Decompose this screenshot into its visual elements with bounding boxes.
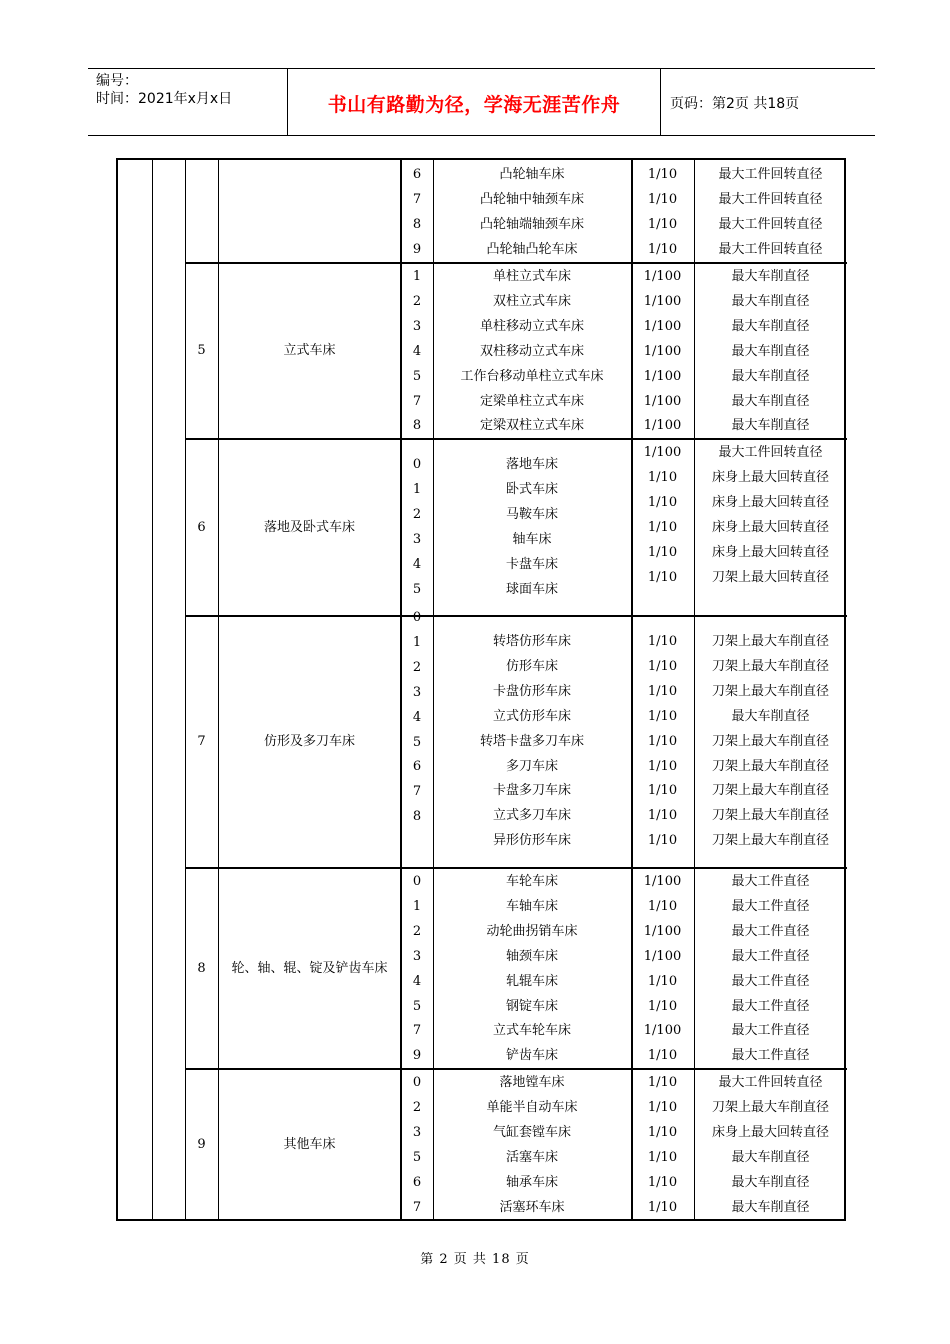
- main-parameter: 最大车削直径: [731, 708, 810, 724]
- reduction-ratio: 1/10: [647, 1174, 678, 1190]
- reduction-ratio: 1/10: [647, 1048, 678, 1064]
- group-code: 6: [197, 519, 206, 535]
- reduction-ratio: 1/10: [647, 519, 678, 535]
- reduction-ratio: 1/10: [647, 898, 678, 914]
- item-name: 卡盘多刀车床: [492, 783, 571, 799]
- reduction-ratio: 1/10: [647, 758, 678, 774]
- main-parameter: 最大车削直径: [731, 1174, 810, 1190]
- item-name: 卡盘仿形车床: [492, 683, 571, 699]
- item-name: 车轮车床: [505, 874, 558, 889]
- item-number: 0: [412, 610, 422, 625]
- main-parameter: 最大工件直径: [731, 1023, 810, 1039]
- reduction-ratio: 1/10: [647, 683, 678, 699]
- item-name: 仿形车床: [505, 658, 558, 674]
- group-code: 8: [197, 960, 206, 976]
- main-parameter: 最大车削直径: [731, 368, 810, 384]
- item-number: 4: [412, 556, 422, 572]
- main-parameter: 最大车削直径: [731, 343, 810, 359]
- group-code: 7: [197, 734, 206, 749]
- reduction-ratio: 1/100: [643, 343, 682, 359]
- main-parameter: 刀架上最大车削直径: [711, 733, 829, 749]
- main-parameter: 最大车削直径: [731, 393, 810, 409]
- reduction-ratio: 1/10: [647, 973, 678, 989]
- item-name: 工作台移动单柱立式车床: [460, 368, 604, 384]
- main-parameter: 刀架上最大车削直径: [711, 1099, 829, 1115]
- item-number: 7: [412, 191, 422, 207]
- item-name: 凸轮轴凸轮车床: [486, 241, 578, 257]
- group-code: 5: [197, 343, 206, 358]
- header-bottom-rule: [88, 135, 875, 136]
- time-label: 时间：2021年x月x日: [96, 91, 233, 107]
- item-name: 立式多刀车床: [492, 808, 571, 824]
- main-parameter: 最大工件直径: [731, 923, 810, 939]
- main-parameter: 最大工件直径: [731, 1048, 810, 1064]
- group-name: 轮、轴、辊、锭及铲齿车床: [231, 960, 388, 976]
- reduction-ratio: 1/100: [643, 1023, 682, 1039]
- item-number: 3: [412, 531, 422, 547]
- item-number: 7: [412, 1199, 422, 1215]
- main-parameter: 刀架上最大车削直径: [711, 658, 829, 674]
- reduction-ratio: 1/10: [647, 733, 678, 749]
- main-parameter: 床身上最大回转直径: [711, 469, 829, 485]
- item-number: 5: [412, 1149, 422, 1165]
- item-number: 7: [412, 784, 422, 800]
- reduction-ratio: 1/10: [647, 569, 678, 585]
- column-rule: [218, 160, 219, 1219]
- item-name: 气缸套镗车床: [492, 1124, 571, 1140]
- item-number: 0: [412, 874, 422, 889]
- item-name: 双柱立式车床: [492, 293, 571, 309]
- item-number: 9: [412, 1048, 422, 1064]
- main-parameter: 最大工件回转直径: [718, 241, 823, 257]
- item-name: 车轴车床: [505, 898, 558, 914]
- main-parameter: 最大工件直径: [731, 998, 810, 1014]
- item-number: 0: [412, 457, 422, 472]
- reduction-ratio: 1/10: [647, 167, 678, 182]
- main-parameter: 刀架上最大车削直径: [711, 634, 829, 649]
- main-parameter: 床身上最大回转直径: [711, 1124, 829, 1140]
- main-parameter: 床身上最大回转直径: [711, 519, 829, 535]
- item-name: 轴车床: [512, 531, 552, 547]
- item-number: 7: [412, 393, 422, 409]
- main-parameter: 最大车削直径: [731, 418, 810, 434]
- reduction-ratio: 1/100: [643, 874, 682, 889]
- main-parameter: 最大工件直径: [731, 948, 810, 964]
- item-number: 4: [412, 973, 422, 989]
- item-number: 2: [412, 659, 422, 675]
- reduction-ratio: 1/100: [643, 368, 682, 384]
- main-parameter: 床身上最大回转直径: [711, 494, 829, 510]
- item-number: 3: [412, 318, 422, 334]
- item-name: 落地镗车床: [499, 1075, 565, 1090]
- item-name: 立式仿形车床: [492, 708, 571, 724]
- item-name: 轴承车床: [505, 1174, 558, 1190]
- group-separator: [185, 438, 847, 440]
- item-name: 单柱移动立式车床: [479, 318, 584, 334]
- main-parameter: 最大工件直径: [731, 973, 810, 989]
- main-parameter: 最大工件回转直径: [718, 1075, 823, 1090]
- main-parameter: 刀架上最大车削直径: [711, 808, 829, 824]
- reduction-ratio: 1/10: [647, 1075, 678, 1090]
- reduction-ratio: 1/100: [643, 269, 682, 284]
- item-name: 凸轮轴中轴颈车床: [479, 191, 584, 207]
- reduction-ratio: 1/100: [643, 318, 682, 334]
- reduction-ratio: 1/10: [647, 544, 678, 560]
- main-parameter: 最大工件直径: [731, 898, 810, 914]
- header-page-label: 页码：第2页 共18页: [670, 96, 800, 112]
- reduction-ratio: 1/100: [643, 948, 682, 964]
- main-parameter: 最大工件直径: [731, 874, 810, 889]
- item-number: 2: [412, 506, 422, 522]
- header-divider-right: [660, 68, 661, 136]
- lathe-classification-table: [116, 158, 846, 1221]
- reduction-ratio: 1/100: [643, 923, 682, 939]
- group-name: 立式车床: [283, 343, 336, 358]
- reduction-ratio: 1/10: [647, 494, 678, 510]
- item-number: 2: [412, 293, 422, 309]
- reduction-ratio: 1/10: [647, 1099, 678, 1115]
- item-number: 3: [412, 1124, 422, 1140]
- group-separator: [185, 1068, 847, 1070]
- group-separator: [185, 262, 847, 264]
- page-footer: 第 2 页 共 18 页: [420, 1252, 530, 1267]
- reduction-ratio: 1/10: [647, 998, 678, 1014]
- item-name: 定梁双柱立式车床: [479, 418, 584, 434]
- reduction-ratio: 1/10: [647, 1124, 678, 1140]
- item-number: 6: [412, 759, 422, 775]
- item-name: 单柱立式车床: [492, 269, 571, 284]
- reduction-ratio: 1/10: [647, 708, 678, 724]
- group-separator: [185, 615, 847, 617]
- main-parameter: 刀架上最大回转直径: [711, 569, 829, 585]
- main-parameter: 最大工件回转直径: [718, 167, 823, 182]
- item-number: 1: [412, 269, 422, 284]
- reduction-ratio: 1/100: [643, 393, 682, 409]
- header-motto: 书山有路勤为径，学海无涯苦作舟: [327, 94, 621, 116]
- item-number: 0: [412, 1075, 422, 1090]
- item-name: 轧辊车床: [505, 973, 558, 989]
- item-name: 轴颈车床: [505, 948, 558, 964]
- group-code: 9: [197, 1137, 206, 1152]
- item-name: 卧式车床: [505, 481, 558, 497]
- main-parameter: 刀架上最大车削直径: [711, 783, 829, 799]
- group-separator: [185, 867, 847, 869]
- header-meta: [96, 72, 232, 108]
- group-name: 落地及卧式车床: [263, 519, 355, 535]
- main-parameter: 最大车削直径: [731, 318, 810, 334]
- item-number: 5: [412, 368, 422, 384]
- item-number: 5: [412, 998, 422, 1014]
- reduction-ratio: 1/10: [647, 634, 678, 649]
- reduction-ratio: 1/10: [647, 808, 678, 824]
- main-parameter: 最大车削直径: [731, 1199, 810, 1215]
- item-number: 6: [412, 167, 422, 182]
- item-number: 4: [412, 709, 422, 725]
- reduction-ratio: 1/10: [647, 1199, 678, 1215]
- item-number: 1: [412, 898, 422, 914]
- reduction-ratio: 1/10: [647, 216, 678, 232]
- reduction-ratio: 1/10: [647, 1149, 678, 1165]
- main-parameter: 最大工件回转直径: [718, 445, 823, 460]
- item-name: 凸轮轴车床: [499, 167, 565, 182]
- reduction-ratio: 1/10: [647, 783, 678, 799]
- item-number: 6: [412, 1174, 422, 1190]
- reduction-ratio: 1/10: [647, 191, 678, 207]
- item-number: 5: [412, 734, 422, 750]
- main-parameter: 刀架上最大车削直径: [711, 758, 829, 774]
- item-name: 球面车床: [505, 581, 558, 597]
- header-top-rule: [88, 68, 875, 69]
- reduction-ratio: 1/10: [647, 469, 678, 485]
- main-parameter: 床身上最大回转直径: [711, 544, 829, 560]
- item-name: 铲齿车床: [505, 1048, 558, 1064]
- main-parameter: 刀架上最大车削直径: [711, 683, 829, 699]
- item-number: 2: [412, 923, 422, 939]
- reduction-ratio: 1/10: [647, 833, 678, 849]
- item-number: 3: [412, 684, 422, 700]
- item-name: 落地车床: [505, 457, 558, 472]
- item-number: 8: [412, 216, 422, 232]
- item-number: 4: [412, 343, 422, 359]
- item-name: 转塔卡盘多刀车床: [479, 733, 584, 749]
- item-number: 7: [412, 1023, 422, 1039]
- column-rule: [185, 160, 186, 1219]
- main-parameter: 最大工件回转直径: [718, 191, 823, 207]
- item-name: 钢锭车床: [505, 998, 558, 1014]
- item-name: 双柱移动立式车床: [479, 343, 584, 359]
- item-number: 9: [412, 241, 422, 257]
- reduction-ratio: 1/100: [643, 445, 682, 460]
- main-parameter: 刀架上最大车削直径: [711, 833, 829, 849]
- item-name: 活塞环车床: [499, 1199, 565, 1215]
- item-name: 凸轮轴端轴颈车床: [479, 216, 584, 232]
- item-name: 单能半自动车床: [486, 1099, 578, 1115]
- item-name: 动轮曲拐销车床: [486, 923, 578, 939]
- serial-label: 编号：: [96, 73, 138, 89]
- item-name: 异形仿形车床: [492, 833, 571, 849]
- item-name: 活塞车床: [505, 1149, 558, 1165]
- item-number: 8: [412, 418, 422, 434]
- main-parameter: 最大车削直径: [731, 293, 810, 309]
- column-rule: [152, 160, 153, 1219]
- item-name: 转塔仿形车床: [492, 634, 571, 649]
- item-name: 马鞍车床: [505, 506, 558, 522]
- group-name: 仿形及多刀车床: [263, 734, 355, 749]
- group-name: 其他车床: [283, 1137, 336, 1152]
- item-name: 立式车轮车床: [492, 1023, 571, 1039]
- reduction-ratio: 1/100: [643, 418, 682, 434]
- item-name: 多刀车床: [505, 758, 558, 774]
- item-name: 卡盘车床: [505, 556, 558, 572]
- item-number: 1: [412, 634, 422, 650]
- item-number: 3: [412, 948, 422, 964]
- item-number: 2: [412, 1099, 422, 1115]
- item-number: 8: [412, 809, 422, 825]
- reduction-ratio: 1/100: [643, 293, 682, 309]
- main-parameter: 最大车削直径: [731, 269, 810, 284]
- main-parameter: 最大工件回转直径: [718, 216, 823, 232]
- item-number: 5: [412, 581, 422, 597]
- reduction-ratio: 1/10: [647, 658, 678, 674]
- item-number: 1: [412, 481, 422, 497]
- reduction-ratio: 1/10: [647, 241, 678, 257]
- item-name: 定梁单柱立式车床: [479, 393, 584, 409]
- main-parameter: 最大车削直径: [731, 1149, 810, 1165]
